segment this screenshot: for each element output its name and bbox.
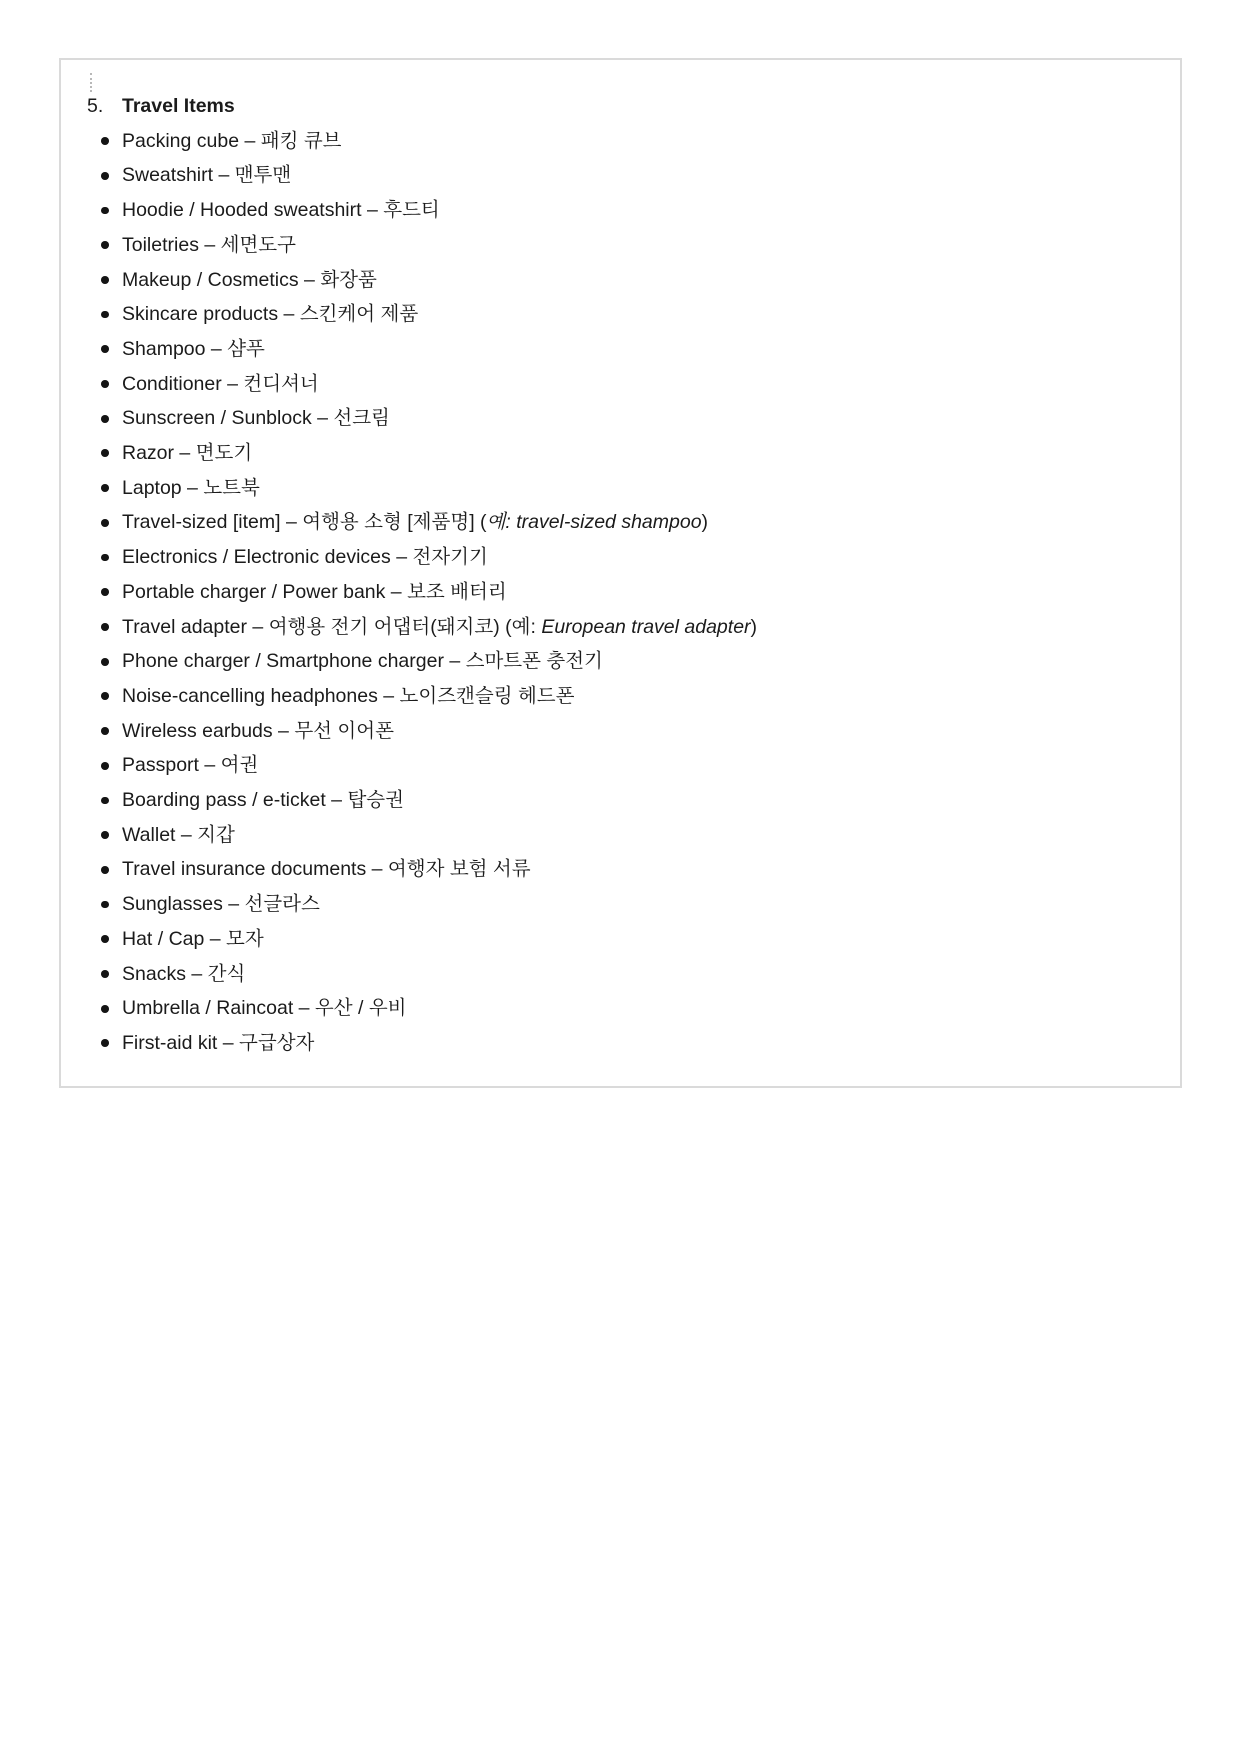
- list-item: [61, 714, 1180, 749]
- bullet-icon: [101, 623, 109, 631]
- list-item: [61, 783, 1180, 818]
- list-item-text: [122, 893, 320, 915]
- bullet-icon: [101, 484, 109, 492]
- list-item: [61, 436, 1180, 471]
- list-item: [61, 991, 1180, 1026]
- list-item-text: [122, 963, 245, 985]
- list-item: [61, 401, 1180, 436]
- list-item: [61, 1026, 1180, 1061]
- list-item-segment: European travel adapter: [541, 615, 751, 638]
- list-item-segment: Skincare products – 스킨케어 제품: [122, 303, 419, 326]
- list-item: [61, 957, 1180, 992]
- bullet-icon: [101, 554, 109, 562]
- list-item-text: [122, 269, 377, 291]
- bullet-icon: [101, 1039, 109, 1047]
- bullet-icon: [101, 1005, 109, 1013]
- list-item: [61, 297, 1180, 332]
- list-item: [61, 367, 1180, 402]
- list-item: [61, 679, 1180, 714]
- list-item-segment: Travel insurance documents – 여행자 보험 서류: [122, 858, 531, 881]
- bullet-icon: [101, 345, 109, 353]
- list-item-segment: Razor – 면도기: [122, 442, 253, 465]
- list-item-text: [122, 407, 390, 429]
- list-item-text: [122, 373, 319, 395]
- list-item-segment: 예: travel-sized shampoo: [486, 511, 702, 534]
- list-item-segment: ): [701, 511, 709, 534]
- list-item-segment: Shampoo – 샴푸: [122, 337, 265, 360]
- list-item-segment: First-aid kit – 구급상자: [122, 1031, 315, 1054]
- bullet-icon: [101, 797, 109, 805]
- list-item-text: [122, 546, 488, 568]
- bullet-icon: [101, 762, 109, 770]
- list-item-segment: Hoodie / Hooded sweatshirt – 후드티: [122, 199, 440, 222]
- list-item: [61, 610, 1180, 645]
- list-item: [61, 575, 1180, 610]
- bullet-icon: [101, 172, 109, 180]
- list-item-segment: Passport – 여권: [122, 754, 259, 777]
- list-item-segment: Travel-sized [item] – 여행용 소형 [제품명] (: [122, 511, 487, 534]
- list-item-text: [122, 789, 404, 811]
- bullet-icon: [101, 970, 109, 978]
- list-item: [61, 158, 1180, 193]
- list-item-text: [122, 928, 264, 950]
- list-item: [61, 887, 1180, 922]
- list-item-segment: Phone charger / Smartphone charger – 스마트폰 충전기: [122, 650, 603, 673]
- list-item-text: [122, 720, 394, 742]
- list-item-text: [122, 616, 757, 638]
- list-item-segment: Packing cube – 패킹 큐브: [122, 129, 342, 152]
- bullet-icon: [101, 692, 109, 700]
- list-item-text: [122, 130, 342, 152]
- content-section: [59, 58, 1182, 1088]
- list-item: [61, 922, 1180, 957]
- list-item: [61, 540, 1180, 575]
- list-item-segment: Laptop – 노트북: [122, 476, 260, 499]
- list-item-text: [122, 581, 507, 603]
- bullet-icon: [101, 588, 109, 596]
- list-item-segment: Electronics / Electronic devices – 전자기기: [122, 546, 488, 569]
- list-item-segment: Travel adapter – 여행용 전기 어댑터(돼지코) (예:: [122, 615, 542, 638]
- list-item-segment: Boarding pass / e-ticket – 탑승권: [122, 789, 404, 812]
- list-item: [61, 748, 1180, 783]
- list-item-segment: Sweatshirt – 맨투맨: [122, 164, 292, 187]
- list-item-segment: Wireless earbuds – 무선 이어폰: [122, 719, 394, 742]
- section-number: 5.: [87, 95, 104, 117]
- list-item-segment: ): [750, 615, 758, 638]
- list-item-text: [122, 234, 296, 256]
- bullet-icon: [101, 137, 109, 145]
- list-item: [61, 193, 1180, 228]
- list-item-segment: Toiletries – 세면도구: [122, 233, 296, 256]
- list-item: [61, 852, 1180, 887]
- list-item: [61, 332, 1180, 367]
- list-item-segment: Umbrella / Raincoat – 우산 / 우비: [122, 997, 407, 1020]
- list-item-segment: Conditioner – 컨디셔너: [122, 372, 319, 395]
- list-item-text: [122, 303, 418, 325]
- list-item-segment: Sunglasses – 선글라스: [122, 893, 320, 916]
- list-item-segment: Hat / Cap – 모자: [122, 927, 264, 950]
- list-item: [61, 505, 1180, 540]
- list-item-text: [122, 338, 265, 360]
- list-item-text: [122, 199, 440, 221]
- list-item-segment: Noise-cancelling headphones – 노이즈캔슬링 헤드폰: [122, 684, 575, 707]
- bullet-icon: [101, 380, 109, 388]
- section-title: Travel Items: [122, 95, 235, 117]
- bullet-icon: [101, 866, 109, 874]
- list-item: [61, 471, 1180, 506]
- list-item: [61, 644, 1180, 679]
- list-item-text: [122, 997, 407, 1019]
- list-item-text: [122, 511, 708, 533]
- list-item-text: [122, 164, 291, 186]
- list-item: [61, 818, 1180, 853]
- section-heading: [61, 89, 1180, 124]
- list-item-segment: Makeup / Cosmetics – 화장품: [122, 268, 377, 291]
- list-item-text: [122, 477, 260, 499]
- bullet-icon: [101, 276, 109, 284]
- list-item-text: [122, 650, 603, 672]
- bullet-icon: [101, 415, 109, 423]
- list-item: [61, 263, 1180, 298]
- list-item: [61, 228, 1180, 263]
- list-item-text: [122, 824, 235, 846]
- travel-items-list: [61, 124, 1180, 1061]
- bullet-icon: [101, 935, 109, 943]
- bullet-icon: [101, 311, 109, 319]
- bullet-icon: [101, 207, 109, 215]
- bullet-icon: [101, 519, 109, 527]
- bullet-icon: [101, 831, 109, 839]
- list-item-text: [122, 442, 252, 464]
- bullet-icon: [101, 241, 109, 249]
- bullet-icon: [101, 901, 109, 909]
- list-item-segment: Sunscreen / Sunblock – 선크림: [122, 407, 390, 430]
- list-item-text: [122, 858, 531, 880]
- list-item-segment: Wallet – 지갑: [122, 823, 235, 846]
- list-item-segment: Snacks – 간식: [122, 962, 246, 985]
- bullet-icon: [101, 727, 109, 735]
- bullet-icon: [101, 658, 109, 666]
- bullet-icon: [101, 449, 109, 457]
- list-item-text: [122, 1032, 314, 1054]
- list-item-text: [122, 685, 574, 707]
- list-item: [61, 124, 1180, 159]
- list-item-text: [122, 754, 258, 776]
- list-item-segment: Portable charger / Power bank – 보조 배터리: [122, 580, 507, 603]
